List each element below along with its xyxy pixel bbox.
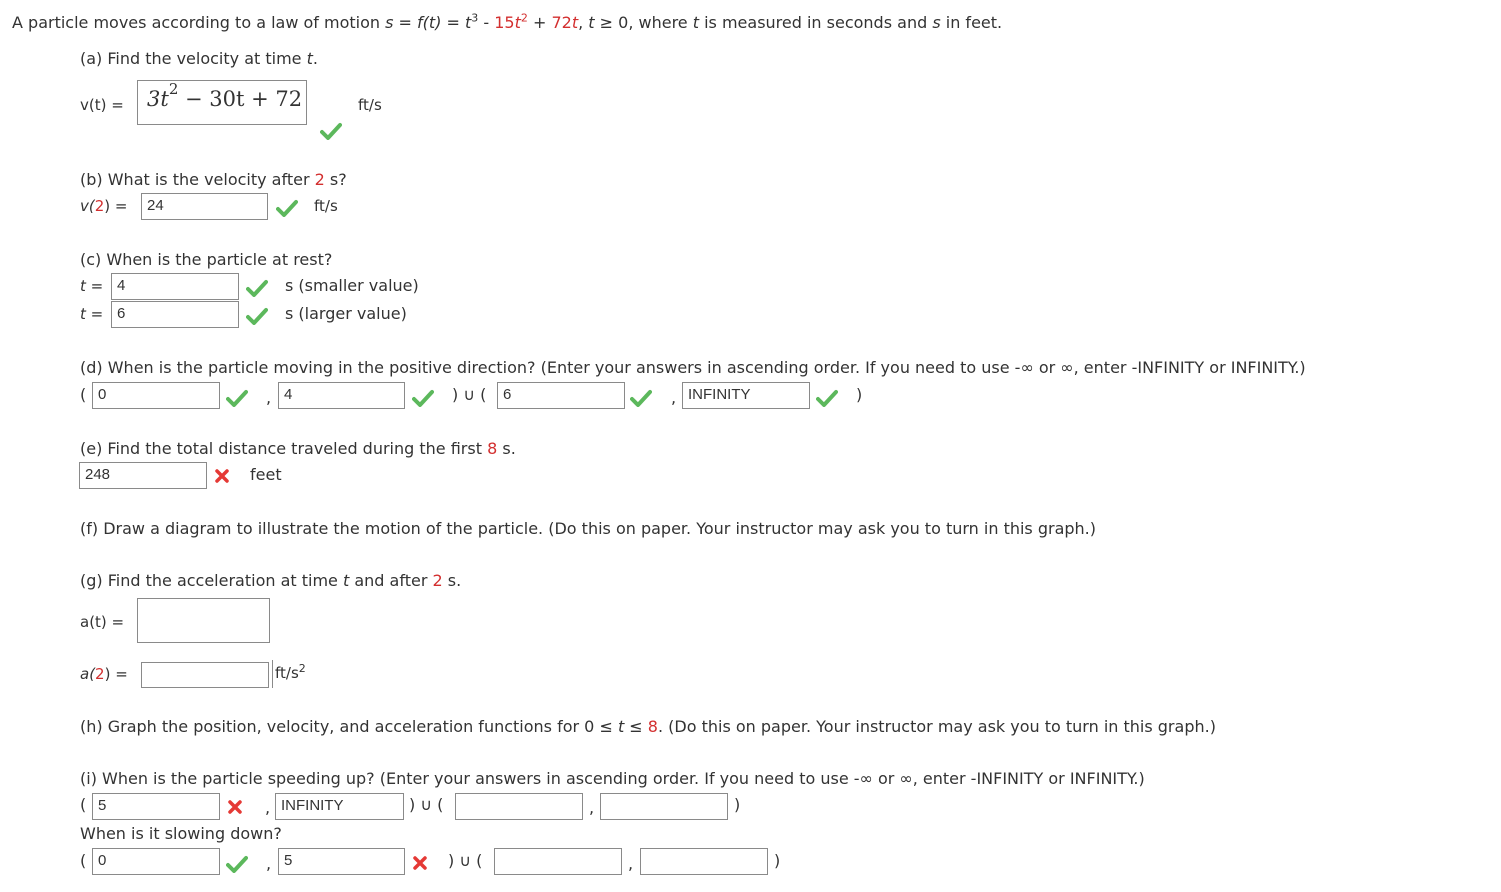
union-symbol: ) ∪ ( <box>452 385 487 404</box>
rest-t2-field[interactable]: 6 <box>111 301 239 328</box>
interval-open-paren: ( <box>80 795 87 814</box>
rest-t2-label: t = <box>80 305 104 323</box>
union-symbol: ) ∪ ( <box>448 851 483 870</box>
unit-divider <box>272 660 273 688</box>
velocity-unit: ft/s <box>358 96 382 114</box>
positive-interval-1-start-field[interactable]: 0 <box>92 382 220 409</box>
total-distance-unit: feet <box>250 465 282 484</box>
slowing-down-interval-1-end-field[interactable]: 5 <box>278 848 405 875</box>
positive-interval-2-start-field[interactable]: 6 <box>497 382 625 409</box>
union-symbol: ) ∪ ( <box>409 795 444 814</box>
part-h-prompt: (h) Graph the position, velocity, and acceleration functions for 0 ≤ t ≤ 8. (Do this on paper. Your instructor may ask you to turn in this graph.) <box>80 717 1216 736</box>
part-a-prompt: (a) Find the velocity at time t. <box>80 49 318 68</box>
velocity-answer-field[interactable]: $3t^2 - 30t + 72$ <box>137 80 307 125</box>
part-d-prompt: (d) When is the particle moving in the positive direction? (Enter your answers in ascending order. If you need to use -∞ or ∞, enter -INFINITY or INFINITY.) <box>80 358 1306 377</box>
interval-close-paren: ) <box>856 385 863 404</box>
check-icon <box>320 122 342 140</box>
slowing-down-interval-2-start-field[interactable] <box>494 848 622 875</box>
part-c-prompt: (c) When is the particle at rest? <box>80 250 333 269</box>
rest-t2-unit: s (larger value) <box>285 304 407 323</box>
slowing-down-interval-2-end-field[interactable] <box>640 848 768 875</box>
positive-interval-1-end-field[interactable]: 4 <box>278 382 405 409</box>
part-b-prompt: (b) What is the velocity after 2 s? <box>80 170 347 189</box>
acceleration-answer-field[interactable] <box>137 598 270 643</box>
speeding-up-interval-1-end-field[interactable]: INFINITY <box>275 793 404 820</box>
x-icon <box>227 799 243 815</box>
check-icon <box>246 279 268 297</box>
check-icon <box>412 389 434 407</box>
rest-t1-unit: s (smaller value) <box>285 276 419 295</box>
acceleration-unit: $ft/s^2$ <box>275 662 306 682</box>
speeding-up-interval-1-start-field[interactable]: 5 <box>92 793 220 820</box>
interval-close-paren: ) <box>734 795 741 814</box>
check-icon <box>276 199 298 217</box>
check-icon <box>246 307 268 325</box>
part-g-prompt: (g) Find the acceleration at time t and after 2 s. <box>80 571 462 590</box>
comma-separator: , <box>589 798 595 817</box>
x-icon <box>412 855 428 871</box>
part-i-prompt: (i) When is the particle speeding up? (Enter your answers in ascending order. If you need to use -∞ or ∞, enter -INFINITY or INFINITY.) <box>80 769 1145 788</box>
speeding-up-interval-2-start-field[interactable] <box>455 793 583 820</box>
comma-separator: , <box>628 854 634 873</box>
comma-separator: , <box>671 388 677 407</box>
x-icon <box>214 468 230 484</box>
slowing-down-prompt: When is it slowing down? <box>80 824 282 843</box>
rest-t1-field[interactable]: 4 <box>111 273 239 300</box>
comma-separator: , <box>266 388 272 407</box>
total-distance-field[interactable]: 248 <box>79 462 207 489</box>
rest-t1-label: t = <box>80 277 104 295</box>
positive-interval-2-end-field[interactable]: INFINITY <box>682 382 810 409</box>
acceleration-at-2-label: a(2) = <box>80 665 128 683</box>
check-icon <box>816 389 838 407</box>
speeding-up-interval-2-end-field[interactable] <box>600 793 728 820</box>
acceleration-label: a(t) = <box>80 613 125 631</box>
part-e-prompt: (e) Find the total distance traveled during the first 8 s. <box>80 439 516 458</box>
velocity-label: v(t) = <box>80 96 124 114</box>
problem-statement: A particle moves according to a law of motion $s = f(t) = t^3 - 15t^2 + 72t$, t ≥ 0, where t is measured in seconds and s in feet. <box>12 11 1003 32</box>
part-f-prompt: (f) Draw a diagram to illustrate the motion of the particle. (Do this on paper. Your instructor may ask you to turn in this graph.) <box>80 519 1097 538</box>
interval-open-paren: ( <box>80 851 87 870</box>
velocity-at-2-field[interactable]: 24 <box>141 193 268 220</box>
velocity-at-2-unit: ft/s <box>314 197 338 215</box>
comma-separator: , <box>265 798 271 817</box>
check-icon <box>226 855 248 873</box>
check-icon <box>226 389 248 407</box>
velocity-at-2-label: v(2) = <box>80 197 128 215</box>
acceleration-at-2-field[interactable] <box>141 662 269 688</box>
comma-separator: , <box>266 854 272 873</box>
interval-open-paren: ( <box>80 385 87 404</box>
interval-close-paren: ) <box>774 851 781 870</box>
slowing-down-interval-1-start-field[interactable]: 0 <box>92 848 220 875</box>
check-icon <box>630 389 652 407</box>
